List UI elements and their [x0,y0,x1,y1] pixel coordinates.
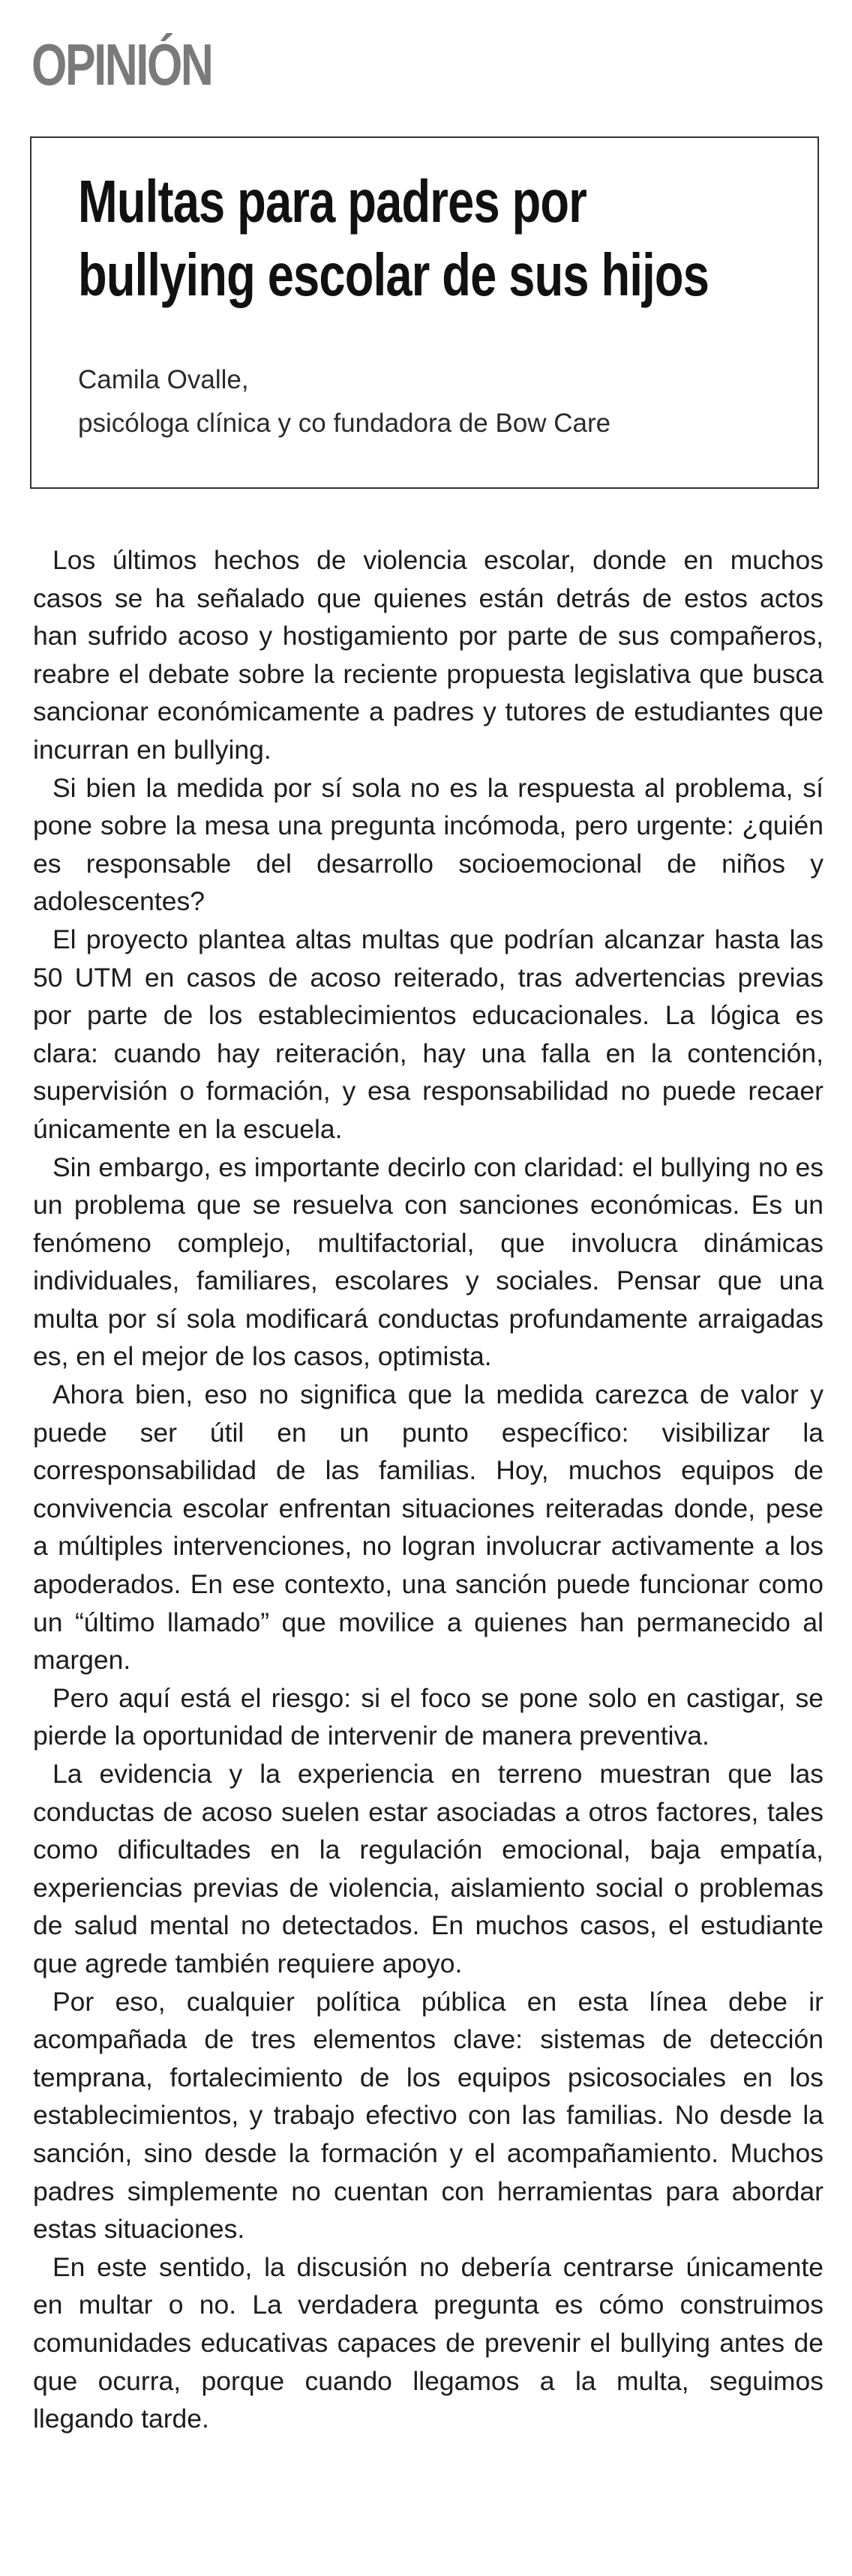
author-byline [78,358,610,445]
article-paragraph: Ahora bien, eso no significa que la medida carezca de valor y puede ser útil en un punto específico: visibilizar la corresponsabilidad de las familias. Hoy, muchos equipos de convivencia escolar enfrentan situaciones reiteradas donde, pese a múltiples intervenciones, no logran involucrar activamente a los apoderados. En ese contexto, una sanción puede funcionar como un “último llamado” que movilice a quienes han permanecido al margen. [33,1379,824,1676]
article-paragraph: Los últimos hechos de violencia escolar, donde en muchos casos se ha señalado que quienes están detrás de estos actos han sufrido acoso y hostigamiento por parte de sus compañeros, reabre el debate sobre la reciente propuesta legislativa que busca sancionar económicamente a padres y tutores de estudiantes que incurran en bullying. [33,545,824,765]
article-title-line: bullying escolar de sus hijos [78,241,710,308]
article-paragraph: En este sentido, la discusión no debería centrarse únicamente en multar o no. La verdadera pregunta es cómo construimos comunidades educativas capaces de prevenir el bullying antes de que ocurra, porque cuando llegamos a la multa, seguimos llegando tarde. [33,2251,824,2434]
article-body [33,541,824,2438]
article-header-box [30,136,819,489]
section-label: OPINIÓN [32,31,212,97]
article-title [78,165,709,312]
article-paragraph: El proyecto plantea altas multas que podrían alcanzar hasta las 50 UTM en casos de acoso reiterado, tras advertencias previas por parte de los establecimientos educacionales. La lógica es clara: cuando hay reiteración, hay una falla en la contención, supervisión o formación, y esa responsabilidad no puede recaer únicamente en la escuela. [33,924,824,1144]
article-paragraph: Pero aquí está el riesgo: si el foco se pone solo en castigar, se pierde la oportunidad de intervenir de manera preventiva. [33,1682,824,1751]
article-title-line: Multas para padres por [78,168,587,235]
article-paragraph: La evidencia y la experiencia en terreno muestran que las conductas de acoso suelen estar asociadas a otros factores, tales como dificultades en la regulación emocional, baja empatía, experiencias previas de violencia, aislamiento social o problemas de salud mental no detectados. En muchos casos, el estudiante que agrede también requiere apoyo. [33,1759,824,1978]
article-paragraph: Si bien la medida por sí sola no es la respuesta al problema, sí pone sobre la mesa una pregunta incómoda, pero urgente: ¿quién es responsable del desarrollo socioemocional de niños y adolescentes? [33,772,824,917]
author-role: psicóloga clínica y co fundadora de Bow Care [78,409,611,438]
article-paragraph: Sin embargo, es importante decirlo con claridad: el bullying no es un problema que se resuelva con sanciones económicas. Es un fenómeno complejo, multifactorial, que involucra dinámicas individuales, familiares, escolares y sociales. Pensar que una multa por sí sola modificará conductas profundamente arraigadas es, en el mejor de los casos, optimista. [33,1152,824,1372]
author-name: Camila Ovalle, [78,365,249,394]
article-paragraph: Por eso, cualquier política pública en esta línea debe ir acompañada de tres elementos clave: sistemas de detección temprana, fortalecimiento de los equipos psicosociales en los establecimientos, y trabajo efectivo con las familias. No desde la sanción, sino desde la formación y el acompañamiento. Muchos padres simplemente no cuentan con herramientas para abordar estas situaciones. [33,1986,824,2245]
